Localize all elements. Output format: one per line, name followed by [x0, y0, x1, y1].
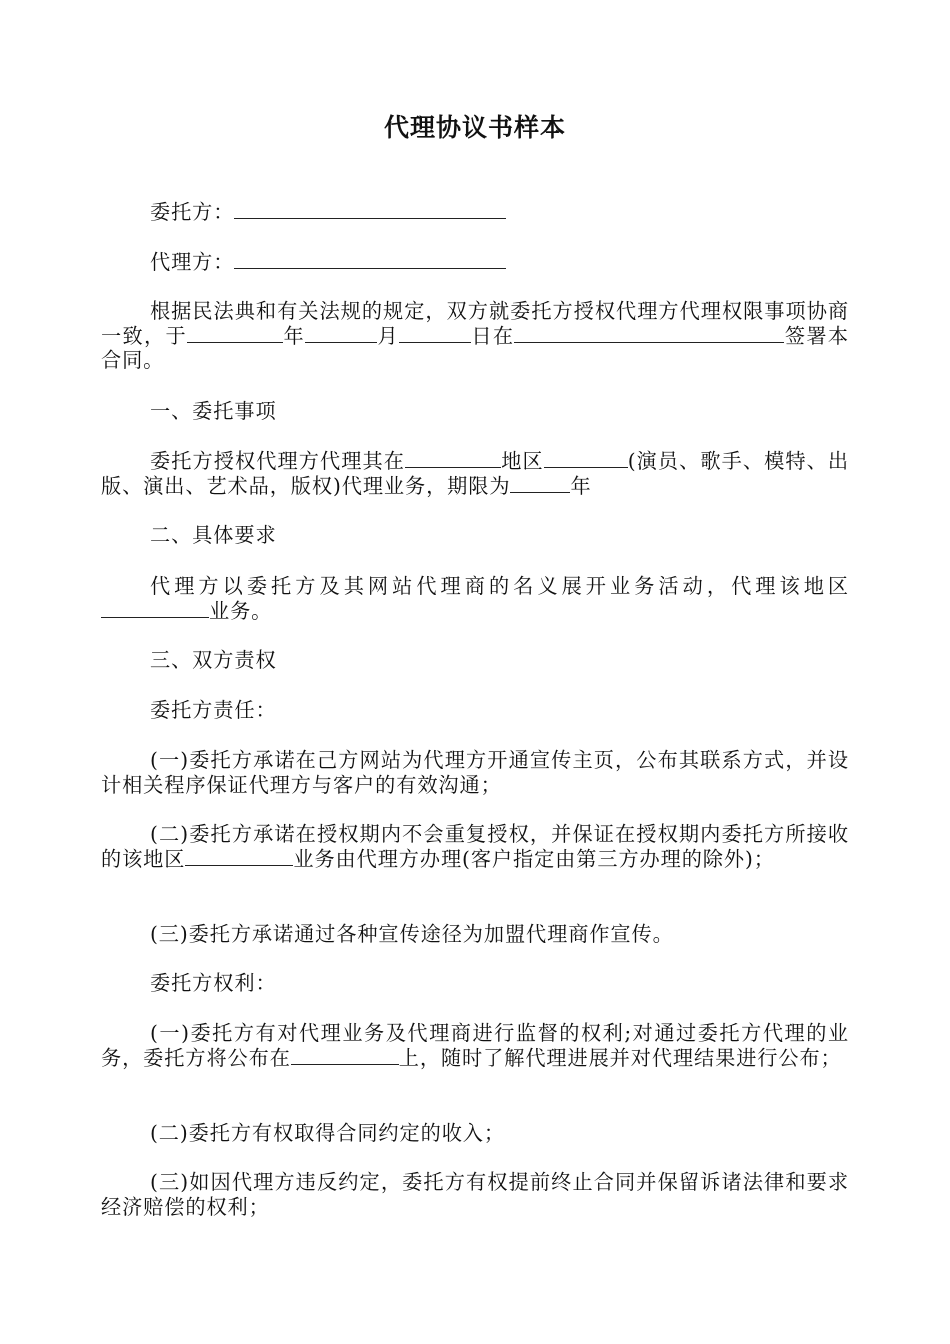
section-heading-3: [101, 648, 849, 673]
day-blank: [399, 324, 471, 343]
right-1-blank: [291, 1046, 399, 1065]
s1-text-d: 年: [570, 473, 592, 498]
client-duties-title: 委托方责任：: [150, 698, 277, 722]
business-blank: [101, 599, 209, 618]
place-blank-1: [514, 324, 728, 343]
right-3-text: (三)如因代理方违反约定，委托方有权提前终止合同并保留诉诸法律和要求经济赔偿的权利；: [101, 1170, 849, 1219]
s1-text-b: 地区: [501, 449, 544, 473]
category-blank: [544, 449, 628, 468]
month-blank: [305, 324, 377, 343]
document-title: 代理协议书样本: [383, 113, 566, 142]
intro-text: 根据民法典和有关法规的规定，双方就委托方授权代理方代理权限事项协商一致，于: [101, 299, 849, 348]
duty-3-text: (三)委托方承诺通过各种宣传途径为加盟代理商作宣传。: [150, 922, 674, 946]
right-3-paragraph: [101, 1170, 849, 1219]
client-rights-title: 委托方权利：: [150, 971, 277, 995]
section-2-paragraph: [101, 574, 849, 623]
duty-3-paragraph: [101, 922, 849, 947]
s2-text-b: 业务。: [209, 598, 273, 623]
client-label: 委托方：: [150, 200, 235, 224]
agent-label: 代理方：: [150, 250, 235, 274]
client-party-line: [150, 200, 506, 225]
client-duties-heading: [101, 698, 849, 723]
day-label: 日在: [470, 323, 515, 348]
s2-text-a: 代理方以委托方及其网站代理商的名义展开业务活动，代理该地区: [150, 574, 849, 598]
section-2-title: 二、具体要求: [150, 523, 277, 547]
s1-text-a: 委托方授权代理方代理其在: [150, 449, 406, 473]
agent-name-blank: [234, 250, 506, 269]
section-1-title: 一、委托事项: [150, 399, 277, 423]
year-label: 年: [283, 323, 306, 348]
right-1-text-a: (一)委托方有对代理业务及代理商进行监督的权利;对通过委托方代理的业务，委托方将公布在: [101, 1021, 849, 1070]
duty-1-paragraph: [101, 748, 849, 797]
s1-text-c: (演员、歌手、模特、出版、演出、艺术品，版权)代理业务，期限为: [101, 449, 849, 498]
term-blank: [510, 474, 570, 493]
month-label: 月: [377, 323, 399, 348]
section-3-title: 三、双方责权: [150, 648, 277, 672]
duty-2-text-b: 业务由代理方办理(客户指定由第三方办理的除外)；: [293, 846, 775, 871]
duty-1-text: (一)委托方承诺在己方网站为代理方开通宣传主页，公布其联系方式，并设计相关程序保证代理方与客户的有效沟通；: [101, 748, 849, 797]
intro-paragraph: [101, 299, 849, 373]
intro-end-text: 签署本合同。: [101, 323, 850, 372]
section-1-paragraph: [101, 449, 849, 498]
duty-2-blank: [185, 847, 293, 866]
agent-party-line: [150, 250, 506, 275]
right-2-text: (二)委托方有权取得合同约定的收入；: [150, 1121, 505, 1145]
year-blank: [187, 324, 283, 343]
duty-2-text-a: (二)委托方承诺在授权期内不会重复授权，并保证在授权期内委托方所接收的该地区: [101, 822, 849, 871]
right-2-paragraph: [101, 1121, 849, 1146]
right-1-text-b: 上，随时了解代理进展并对代理结果进行公布；: [398, 1045, 842, 1070]
duty-2-paragraph: [101, 822, 849, 871]
client-rights-heading: [101, 971, 849, 996]
section-heading-2: [101, 523, 849, 548]
section-heading-1: [101, 399, 849, 424]
right-1-paragraph: [101, 1021, 849, 1070]
place-blank-2: [728, 324, 784, 343]
region-blank: [405, 449, 501, 468]
client-name-blank: [234, 200, 506, 219]
